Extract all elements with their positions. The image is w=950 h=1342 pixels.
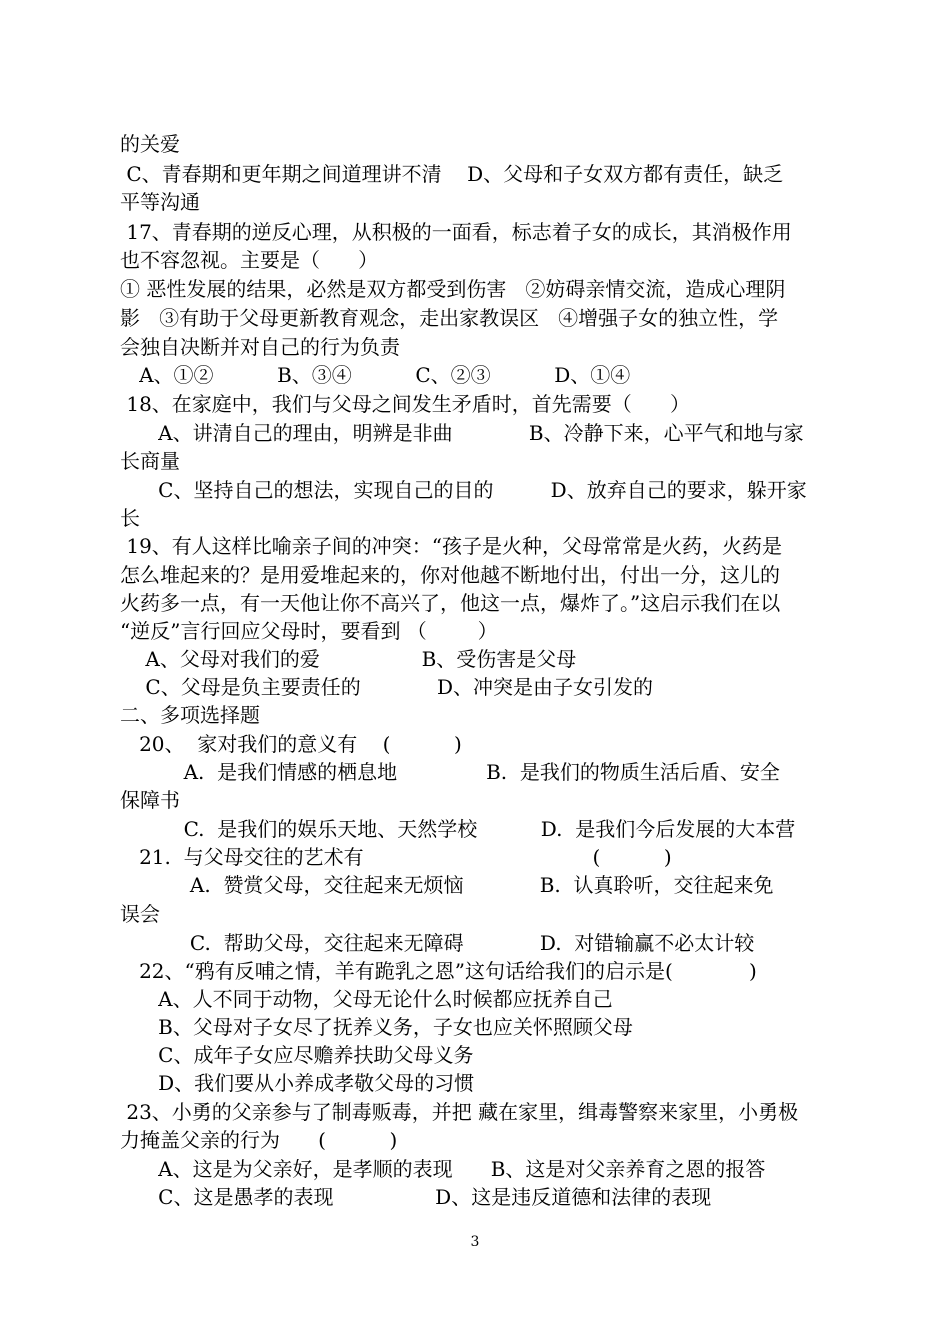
text-line: 保障书	[120, 788, 180, 812]
text-line: C. 帮助父母，交往起来无障碍 D. 对错输赢不必太计较	[120, 931, 755, 955]
text-line: A、这是为父亲好，是孝顺的表现 B、这是对父亲养育之恩的报答	[120, 1157, 766, 1181]
text-line: C、父母是负主要责任的 D、冲突是由子女引发的	[120, 675, 654, 699]
text-line: 17、青春期的逆反心理，从积极的一面看，标志着子女的成长，其消极作用	[120, 220, 792, 244]
section-heading: 二、多项选择题	[120, 703, 260, 727]
text-line: 21. 与父母交往的艺术有 ( )	[120, 845, 672, 869]
text-line: A、①② B、③④ C、②③ D、①④	[120, 363, 631, 387]
text-line: ① 恶性发展的结果，必然是双方都受到伤害 ②妨碍亲情交流，造成心理阴	[120, 277, 786, 301]
text-line: 长商量	[120, 449, 180, 473]
text-line: C、成年子女应尽赡养扶助父母义务	[120, 1043, 474, 1067]
text-line: A、父母对我们的爱 B、受伤害是父母	[120, 647, 577, 671]
text-line: 影 ③有助于父母更新教育观念，走出家教误区 ④增强子女的独立性，学	[120, 306, 779, 330]
text-line: 20、 家对我们的意义有 ( )	[120, 732, 462, 756]
text-line: 的关爱	[120, 132, 180, 156]
text-line: 怎么堆起来的？是用爱堆起来的，你对他越不断地付出，付出一分，这儿的	[120, 563, 780, 587]
text-line: 23、小勇的父亲参与了制毒贩毒，并把 藏在家里，缉毒警察来家里，小勇极	[120, 1100, 799, 1124]
text-line: 长	[120, 506, 140, 530]
text-line: 也不容忽视。主要是（ ）	[120, 248, 379, 272]
text-line: A、讲清自己的理由，明辨是非曲 B、冷静下来，心平气和地与家	[120, 421, 804, 445]
text-line: A. 是我们情感的栖息地 B. 是我们的物质生活后盾、安全	[120, 760, 780, 784]
text-line: A. 赞赏父母，交往起来无烦恼 B. 认真聆听，交往起来免	[120, 873, 774, 897]
text-line: 平等沟通	[120, 190, 200, 214]
text-line: C、这是愚孝的表现 D、这是违反道德和法律的表现	[120, 1185, 712, 1209]
page-number: 3	[470, 1234, 480, 1250]
text-line: C、青春期和更年期之间道理讲不清 D、父母和子女双方都有责任，缺乏	[120, 162, 784, 186]
text-line: 误会	[120, 902, 160, 926]
text-line: “逆反”言行回应父母时，要看到 （ ）	[120, 619, 498, 643]
text-line: A、人不同于动物，父母无论什么时候都应抚养自己	[120, 987, 613, 1011]
text-line: 会独自决断并对自己的行为负责	[120, 335, 400, 359]
text-line: C. 是我们的娱乐天地、天然学校 D. 是我们今后发展的大本营	[120, 817, 796, 841]
text-line: 19、有人这样比喻亲子间的冲突：“孩子是火种，父母常常是火药，火药是	[120, 534, 783, 558]
text-line: D、我们要从小养成孝敬父母的习惯	[120, 1071, 475, 1095]
text-line: 火药多一点，有一天他让你不高兴了，他这一点，爆炸了。”这启示我们在以	[120, 591, 781, 615]
text-line: 18、在家庭中，我们与父母之间发生矛盾时，首先需要（ ）	[120, 392, 690, 416]
text-line: 22、“鸦有反哺之情，羊有跪乳之恩”这句话给我们的启示是( )	[120, 959, 757, 983]
text-line: 力掩盖父亲的行为 ( )	[120, 1128, 398, 1152]
text-line: B、父母对子女尽了抚养义务，子女也应关怀照顾父母	[120, 1015, 633, 1039]
text-line: C、坚持自己的想法，实现自己的目的 D、放弃自己的要求，躲开家	[120, 478, 807, 502]
